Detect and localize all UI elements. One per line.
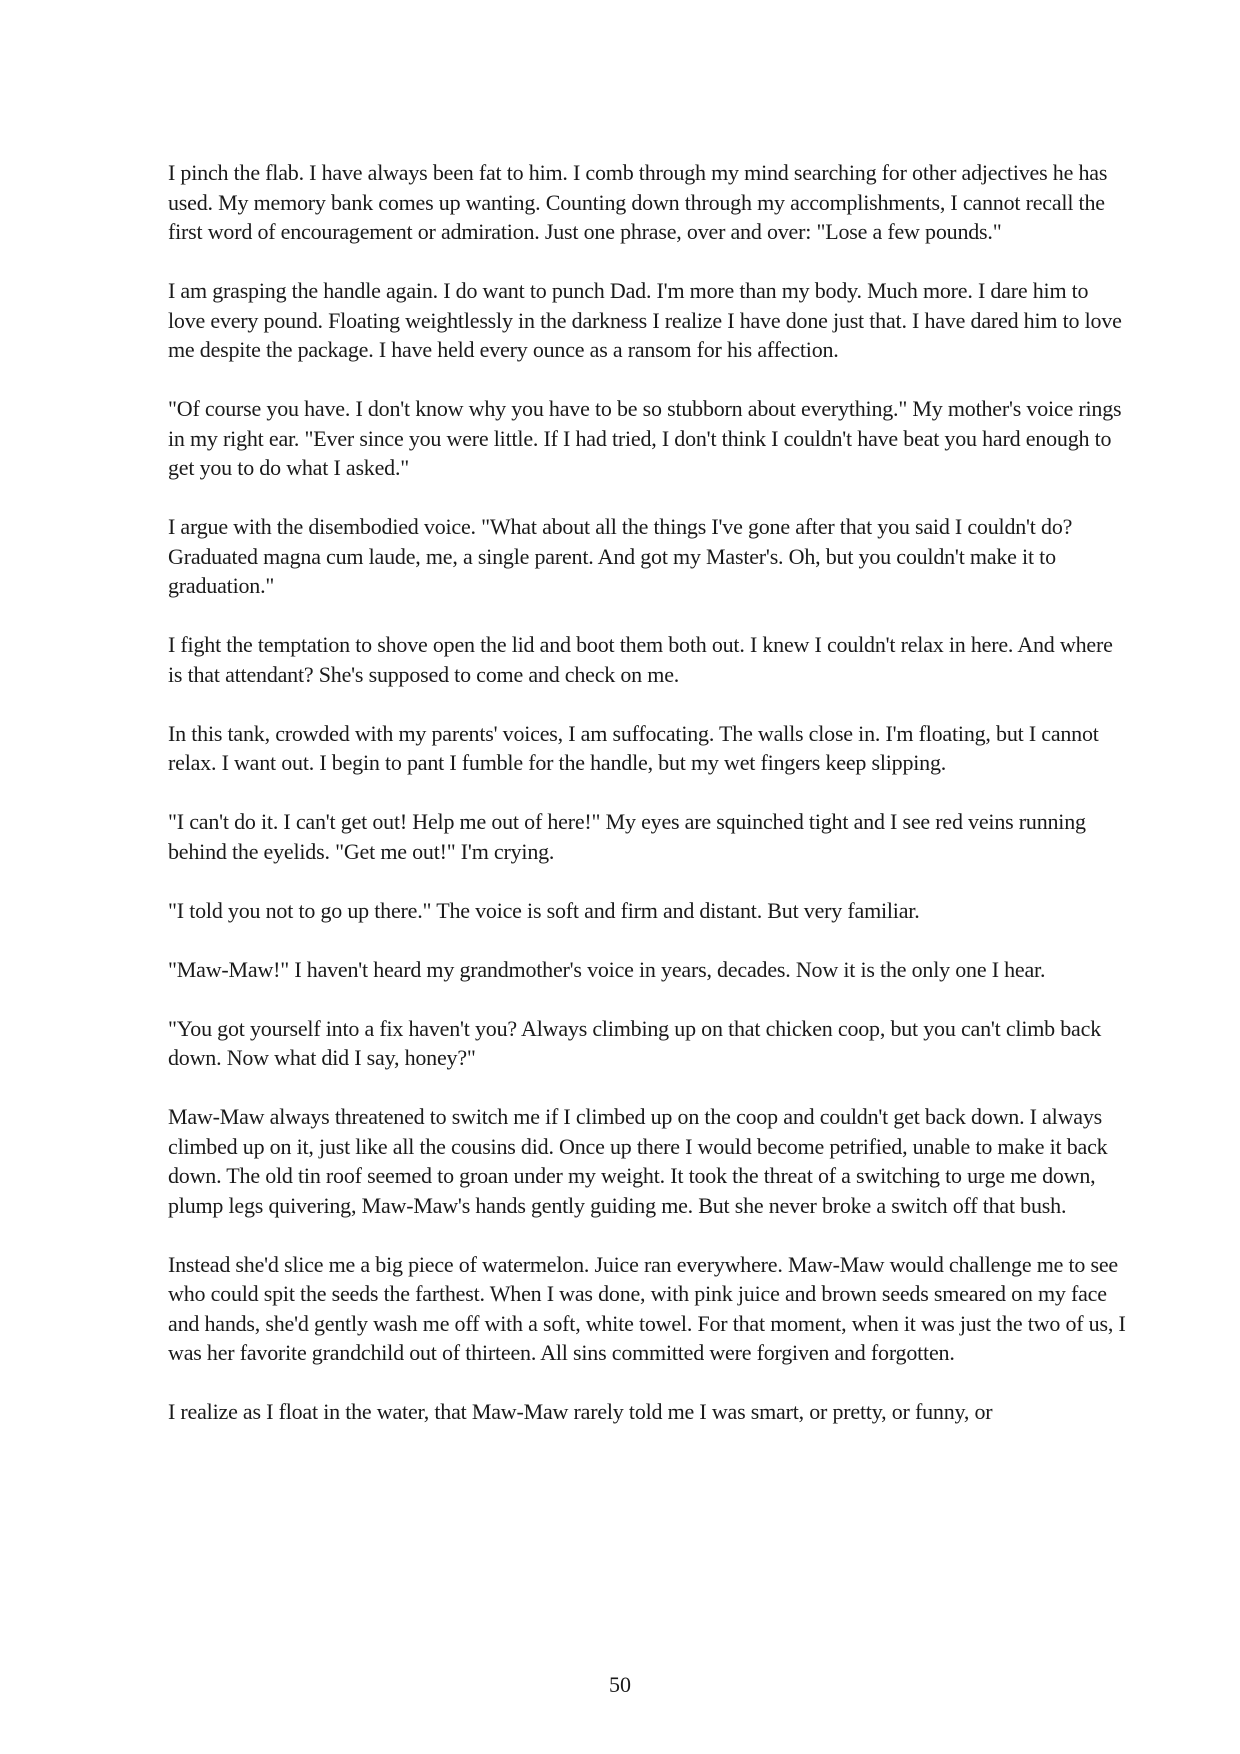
page-number: 50 xyxy=(609,1672,631,1697)
paragraph: Maw-Maw always threatened to switch me if I climbed up on the coop and couldn't get back down. I always climbed up on it, just like all the cousins did. Once up there I would become petrified, unable to make it back down. The old tin roof seemed to groan under my weight. It took the threat of a switching to urge me down, plump legs quivering, Maw-Maw's hands gently guiding me. But she never broke a switch off that bush. xyxy=(168,1104,1108,1218)
paragraph: "You got yourself into a fix haven't you? Always climbing up on that chicken coop, but you can't climb back down. Now what did I say, honey?" xyxy=(168,1015,1101,1070)
paragraph: "Of course you have. I don't know why you have to be so stubborn about everything." My mother's voice rings in my right ear. "Ever since you were little. If I had tried, I don't think I couldn't have beat you hard enough to get you to do what I asked." xyxy=(168,396,1122,480)
paragraph: "I can't do it. I can't get out! Help me out of here!" My eyes are squinched tight and I see red veins running behind the eyelids. "Get me out!" I'm crying. xyxy=(168,809,1086,864)
paragraph: In this tank, crowded with my parents' voices, I am suffocating. The walls close in. I'm floating, but I cannot relax. I want out. I begin to pant I fumble for the handle, but my wet fingers keep slipping. xyxy=(168,720,1099,775)
paragraph: I argue with the disembodied voice. "What about all the things I've gone after that you said I couldn't do? Graduated magna cum laude, me, a single parent. And got my Master's. Oh, but you couldn't make it to graduation." xyxy=(168,514,1073,598)
paragraph: I realize as I float in the water, that Maw-Maw rarely told me I was smart, or pretty, or funny, or xyxy=(168,1399,993,1424)
paragraph: Instead she'd slice me a big piece of watermelon. Juice ran everywhere. Maw-Maw would challenge me to see who could spit the seeds the farthest. When I was done, with pink juice and brown seeds smeared on my face and hands, she'd gently wash me off with a soft, white towel. For that moment, when it was just the two of us, I was her favorite grandchild out of thirteen. All sins committed were forgiven and forgotten. xyxy=(168,1251,1126,1365)
paragraph: I fight the temptation to shove open the lid and boot them both out. I knew I couldn't relax in here. And where is that attendant? She's supposed to come and check on me. xyxy=(168,632,1113,687)
paragraph: "Maw-Maw!" I haven't heard my grandmother's voice in years, decades. Now it is the only one I hear. xyxy=(168,956,1046,982)
paragraph: I am grasping the handle again. I do want to punch Dad. I'm more than my body. Much more. I dare him to love every pound. Floating weightlessly in the darkness I realize I have done just that. I have dared him to love me despite the package. I have held every ounce as a ransom for his affection. xyxy=(168,278,1122,362)
paragraph: "I told you not to go up there." The voice is soft and firm and distant. But very familiar. xyxy=(168,897,920,923)
body-text xyxy=(168,158,1130,1456)
paragraph: I pinch the flab. I have always been fat to him. I comb through my mind searching for other adjectives he has used. My memory bank comes up wanting. Counting down through my accomplishments, I cannot recall the first word of encouragement or admiration. Just one phrase, over and over: "Lose a few pounds." xyxy=(168,160,1108,244)
